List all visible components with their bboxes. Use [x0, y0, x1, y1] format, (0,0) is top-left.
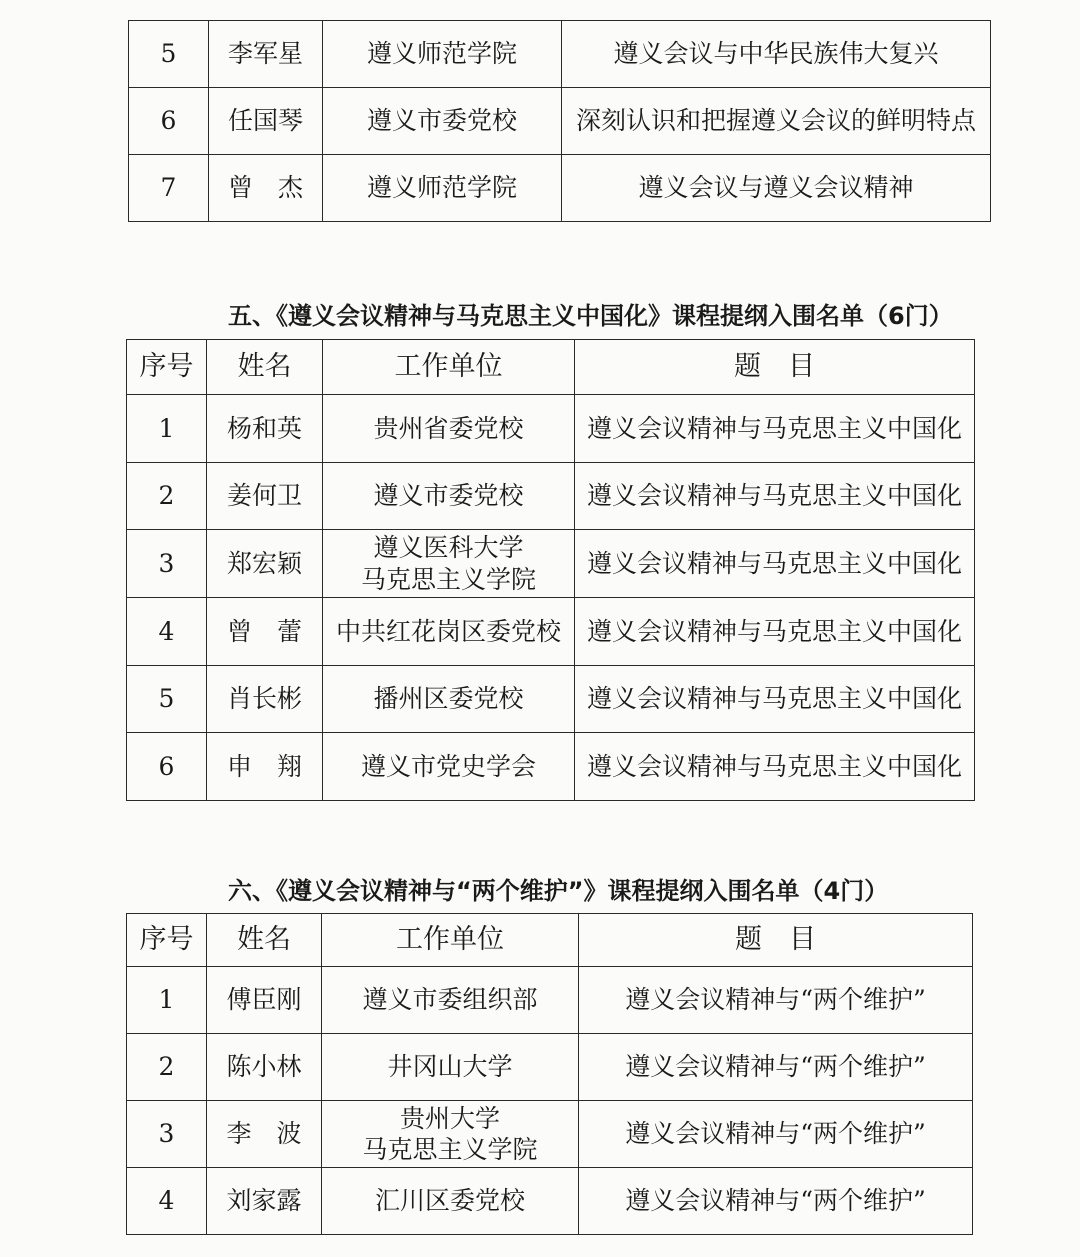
cell-no: 5: [129, 21, 209, 88]
cell-unit-line: 遵义医科大学: [373, 533, 524, 563]
cell-name: 刘家露: [207, 1168, 322, 1235]
cell-name: 杨和英: [207, 395, 323, 463]
cell-unit-line: 汇川区委党校: [374, 1186, 525, 1216]
header-row: [127, 340, 975, 395]
cell-no: 2: [127, 462, 207, 530]
header-name: 姓名: [207, 340, 323, 395]
cell-unit: [322, 967, 579, 1034]
cell-unit-line: 遵义市委党校: [366, 106, 517, 136]
cell-unit-line: 遵义师范学院: [366, 173, 517, 203]
cell-no: 1: [127, 967, 207, 1034]
cell-unit-line: 遵义市委党校: [373, 481, 524, 511]
cell-unit: [323, 530, 575, 598]
cell-unit: [323, 395, 575, 463]
header-name: 姓名: [207, 914, 322, 967]
cell-unit-line: 马克思主义学院: [362, 1135, 538, 1164]
cell-unit-line: 遵义市委组织部: [362, 985, 538, 1015]
table-row: [127, 530, 975, 598]
cell-no: 5: [127, 665, 207, 733]
cell-unit: [323, 462, 575, 530]
cell-topic: 遵义会议与遵义会议精神: [562, 155, 991, 222]
cell-topic: 遵义会议精神与马克思主义中国化: [575, 733, 975, 801]
cell-no: 2: [127, 1034, 207, 1101]
cell-topic: 遵义会议精神与马克思主义中国化: [575, 395, 975, 463]
table-row: [129, 21, 991, 88]
table-row: [127, 967, 973, 1034]
cell-no: 7: [129, 155, 209, 222]
cell-unit-line: 马克思主义学院: [360, 564, 536, 594]
cell-unit: [322, 1168, 579, 1235]
section-5-table: [126, 339, 975, 801]
cell-unit-line: 中共红花岗区委党校: [335, 616, 561, 646]
cell-unit: [323, 88, 562, 155]
table-row: [127, 1101, 973, 1168]
cell-unit-line: 贵州省委党校: [373, 413, 524, 443]
table-continued: [128, 20, 991, 222]
section-5-heading: 五、《遵义会议精神与马克思主义中国化》课程提纲入围名单（6门）: [228, 302, 953, 330]
cell-no: 3: [127, 530, 207, 598]
section-6-heading: 六、《遵义会议精神与“两个维护”》课程提纲入围名单（4门）: [228, 877, 889, 905]
header-unit: 工作单位: [323, 340, 575, 395]
header-topic: 题 目: [575, 340, 975, 395]
header-unit: 工作单位: [322, 914, 579, 967]
header-no: 序号: [127, 340, 207, 395]
table-row: [127, 598, 975, 666]
header-topic: 题 目: [579, 914, 973, 967]
cell-topic: 遵义会议与中华民族伟大复兴: [562, 21, 991, 88]
table-row: [127, 1034, 973, 1101]
cell-name: 姜何卫: [207, 462, 323, 530]
section-6-table: [126, 913, 973, 1235]
cell-topic: 深刻认识和把握遵义会议的鲜明特点: [562, 88, 991, 155]
table-row: [129, 155, 991, 222]
cell-topic: 遵义会议精神与“两个维护”: [579, 1168, 973, 1235]
cell-name: 李 波: [207, 1101, 322, 1168]
cell-topic: 遵义会议精神与“两个维护”: [579, 1034, 973, 1101]
cell-unit-line: 播州区委党校: [373, 684, 524, 714]
cell-name: 李军星: [209, 21, 323, 88]
cell-no: 3: [127, 1101, 207, 1168]
cell-unit: [323, 21, 562, 88]
header-row: [127, 914, 973, 967]
cell-unit: [323, 665, 575, 733]
cell-unit-line: 遵义市党史学会: [360, 752, 536, 782]
cell-name: 郑宏颖: [207, 530, 323, 598]
cell-unit: [322, 1101, 579, 1168]
cell-topic: 遵义会议精神与马克思主义中国化: [575, 598, 975, 666]
cell-topic: 遵义会议精神与马克思主义中国化: [575, 665, 975, 733]
cell-unit-line: 遵义师范学院: [366, 39, 517, 69]
cell-name: 任国琴: [209, 88, 323, 155]
header-no: 序号: [127, 914, 207, 967]
table-row: [129, 88, 991, 155]
cell-name: 曾 蕾: [207, 598, 323, 666]
cell-no: 6: [127, 733, 207, 801]
cell-unit: [323, 733, 575, 801]
cell-topic: 遵义会议精神与“两个维护”: [579, 1101, 973, 1168]
cell-no: 4: [127, 1168, 207, 1235]
table-row: [127, 733, 975, 801]
cell-name: 肖长彬: [207, 665, 323, 733]
table-row: [127, 665, 975, 733]
cell-topic: 遵义会议精神与“两个维护”: [579, 967, 973, 1034]
cell-no: 6: [129, 88, 209, 155]
cell-name: 申 翔: [207, 733, 323, 801]
cell-unit: [322, 1034, 579, 1101]
cell-name: 曾 杰: [209, 155, 323, 222]
cell-no: 1: [127, 395, 207, 463]
cell-unit: [323, 598, 575, 666]
cell-unit: [323, 155, 562, 222]
cell-name: 陈小林: [207, 1034, 322, 1101]
cell-topic: 遵义会议精神与马克思主义中国化: [575, 530, 975, 598]
table-row: [127, 462, 975, 530]
cell-topic: 遵义会议精神与马克思主义中国化: [575, 462, 975, 530]
cell-no: 4: [127, 598, 207, 666]
cell-unit-line: 井冈山大学: [387, 1052, 513, 1082]
cell-unit-line: 贵州大学: [399, 1103, 500, 1133]
cell-name: 傅臣刚: [207, 967, 322, 1034]
table-row: [127, 1168, 973, 1235]
table-row: [127, 395, 975, 463]
